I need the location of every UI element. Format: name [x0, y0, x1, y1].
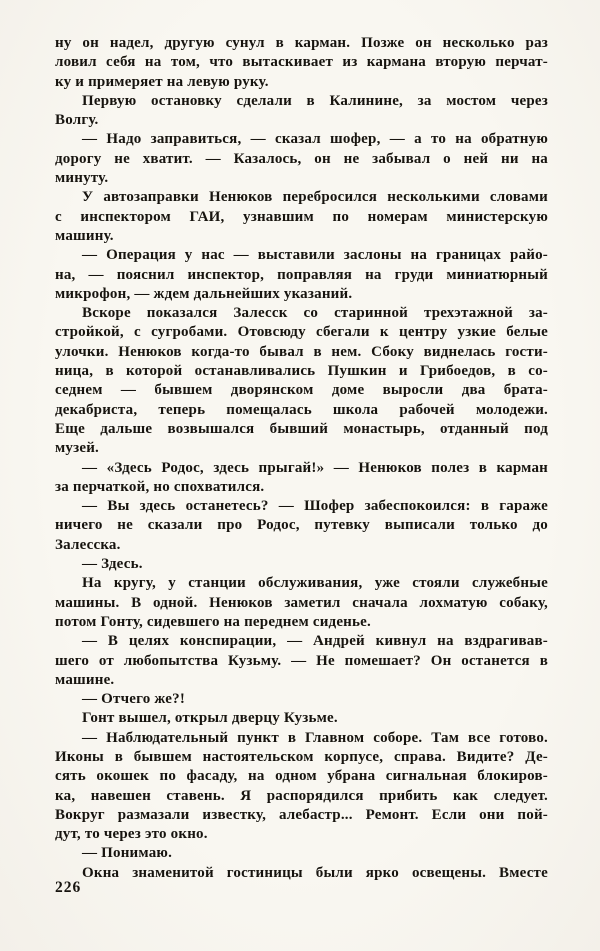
text-line: машины. В одной. Ненюков заметил сначала лохматую собаку,: [55, 594, 548, 611]
text-line: — Наблюдательный пункт в Главном соборе. Там все готово.: [82, 729, 548, 746]
text-line: Первую остановку сделали в Калинине, за мостом через: [82, 92, 548, 109]
text-line: На кругу, у станции обслуживания, уже стояли служебные: [82, 575, 548, 592]
text-line: — Надо заправиться, — сказал шофер, — а то на обратную: [82, 131, 548, 148]
text-line: — Операция у нас — выставили заслоны на границах райо-: [82, 247, 548, 264]
text-line: на, — пояснил инспектор, поправляя на груди миниатюрный: [55, 266, 548, 283]
text-line: Вокруг размазали известку, алебастр... Ремонт. Если они пой-: [55, 806, 548, 823]
text-line: ку и примеряет на левую руку.: [55, 73, 269, 90]
text-line: ка, навешен ставень. Я распорядился прибить как следует.: [55, 787, 548, 804]
text-line: — Здесь.: [82, 556, 143, 573]
text-line: машине.: [55, 671, 115, 688]
text-line: минуту.: [55, 170, 109, 187]
text-line: — Отчего же?!: [82, 691, 186, 708]
text-line: — «Здесь Родос, здесь прыгай!» — Ненюков полез в карман: [82, 459, 548, 476]
text-line: седнем — бывшем дворянском доме выросли два брата-: [55, 382, 548, 399]
text-line: сять окошек по фасаду, на одном убрана сигнальная блокиров-: [55, 768, 548, 785]
text-line: машину.: [55, 227, 114, 244]
text-line: потом Гонту, сидевшего на переднем сиденье.: [55, 613, 371, 630]
text-line: дорогу не хватит. — Казалось, он не забывал о ней ни на: [55, 150, 548, 167]
text-line: — Вы здесь останетесь? — Шофер забеспокоился: в гараже: [82, 498, 548, 515]
page-text: [55, 34, 548, 883]
text-line: — В целях конспирации, — Андрей кивнул на вздрагивав-: [82, 633, 548, 650]
text-line: улочки. Ненюков когда-то бывал в нем. Сбоку виднелась гости-: [55, 343, 548, 360]
text-line: дут, то через это окно.: [55, 826, 208, 843]
text-line: стройкой, с сугробами. Отовсюду сбегали к центру узкие белые: [55, 324, 548, 341]
text-line: музей.: [55, 440, 99, 457]
text-line: — Понимаю.: [82, 845, 173, 862]
text-line: ничего не сказали про Родос, путевку выписали только до: [55, 517, 548, 534]
text-line: Еще дальше возвышался бывший монастырь, отданный под: [55, 420, 548, 437]
text-line: ну он надел, другую сунул в карман. Позже он несколько раз: [55, 35, 548, 51]
text-line: шего от любопытства Кузьму. — Не помешает? Он останется в: [55, 652, 548, 669]
text-line: ница, в которой останавливались Пушкин и Грибоедов, в со-: [55, 363, 548, 380]
text-line: Иконы в бывшем настоятельском корпусе, справа. Видите? Де-: [55, 748, 548, 765]
text-line: за перчаткой, но спохватился.: [55, 478, 265, 495]
text-line: Волгу.: [55, 112, 99, 129]
text-line: Вскоре показался Залесск со старинной трехэтажной за-: [82, 305, 548, 322]
text-line: декабриста, теперь помещалась школа рабочей молодежи.: [55, 401, 548, 418]
page-number: 226: [55, 879, 82, 896]
text-line: Залесска.: [55, 536, 121, 553]
text-line: с инспектором ГАИ, узнавшим по номерам министерскую: [55, 208, 548, 225]
text-line: У автозаправки Ненюков перебросился несколькими словами: [82, 189, 548, 206]
text-line: ловил себя на том, что вытаскивает из кармана вторую перчат-: [55, 54, 548, 71]
text-line: Гонт вышел, открыл дверцу Кузьме.: [82, 710, 338, 727]
text-line: микрофон, — ждем дальнейших указаний.: [55, 285, 353, 302]
text-line: Окна знаменитой гостиницы были ярко освещены. Вместе: [82, 864, 548, 881]
